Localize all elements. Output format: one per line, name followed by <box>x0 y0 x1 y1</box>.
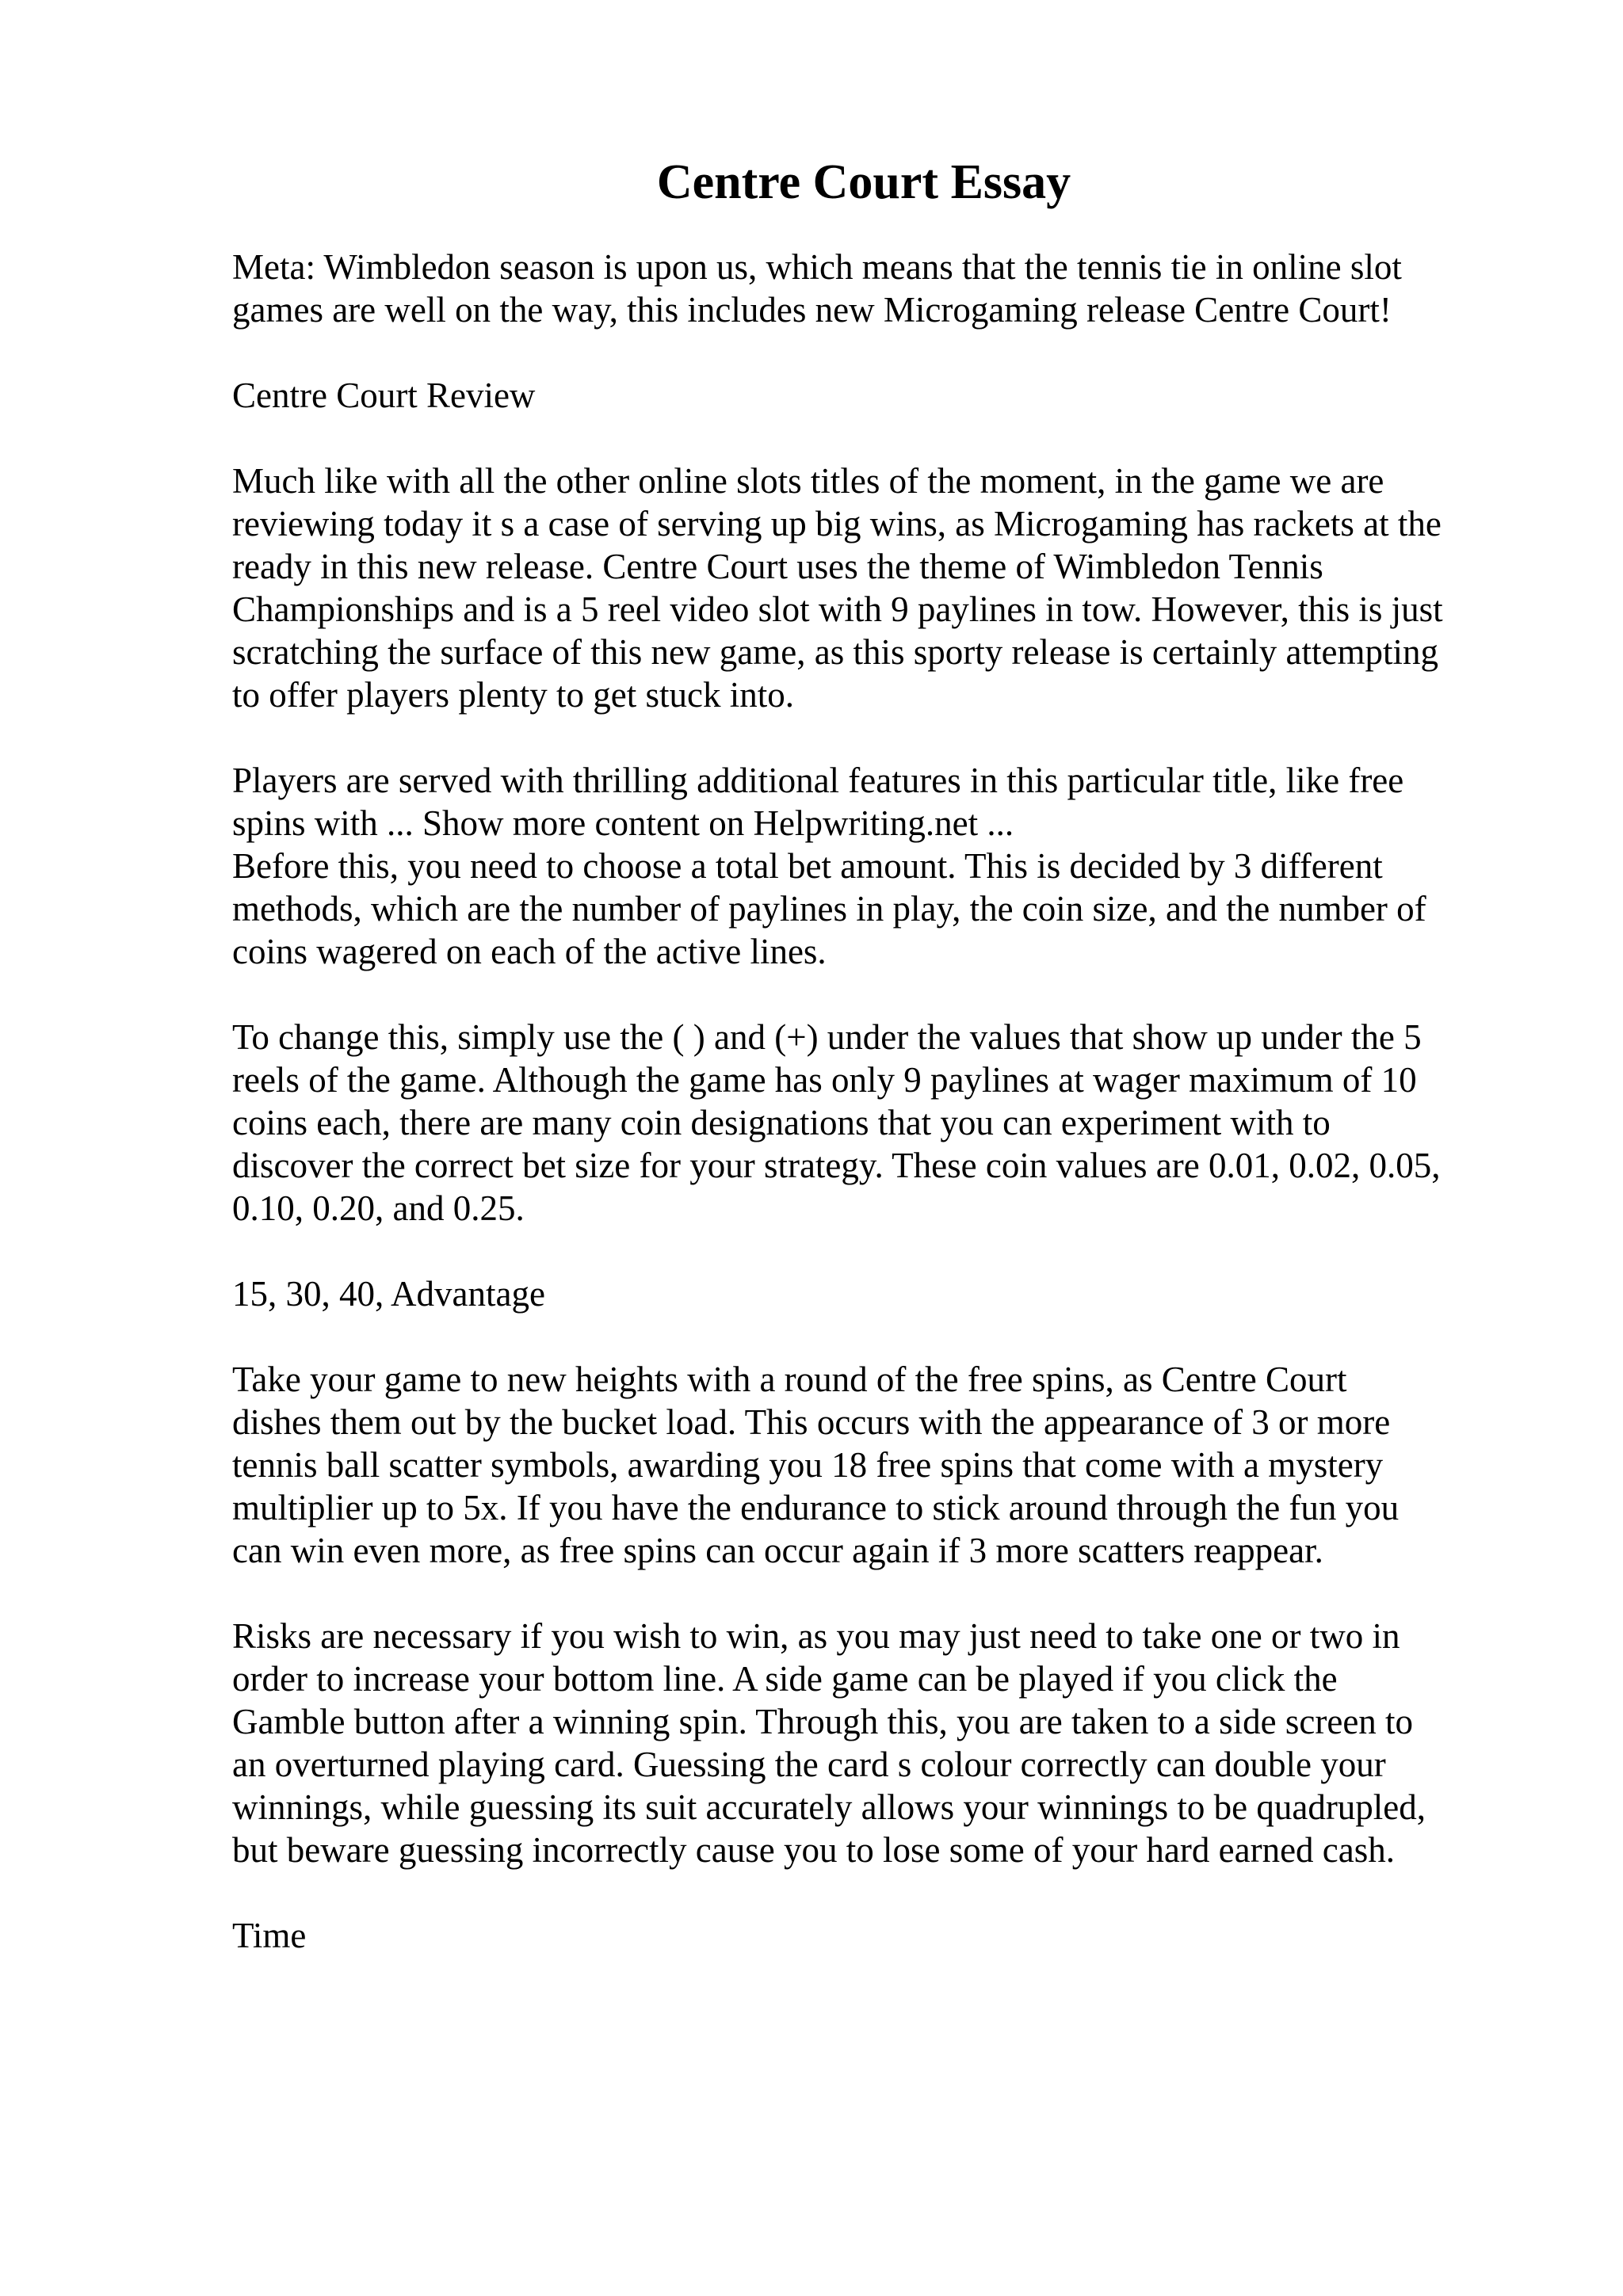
paragraph-free-spins: Take your game to new heights with a round of the free spins, as Centre Court dishes them out by the bucket load. This occurs with the appearance of 3 or more tennis ball scatter symbols, awarding you 18 free spins that come with a mystery multiplier up to 5x. If you have the endurance to stick around through the fun you can win even more, as free spins can occur again if 3 more scatters reappear. <box>232 1360 1400 1570</box>
paragraph-coin-values: To change this, simply use the ( ) and (+) under the values that show up under the 5 reels of the game. Although the game has only 9 paylines at wager maximum of 10 coins each, there are many coin designations that you can experiment with to discover the correct bet size for your strategy. These coin values are 0.01, 0.02, 0.05, 0.10, 0.20, and 0.25. <box>232 1017 1441 1228</box>
paragraph-features: Players are served with thrilling additional features in this particular title, like free spins with ... Show more content on Helpwriting.net ... <box>232 761 1404 843</box>
heading-time: Time <box>232 1916 307 1955</box>
paragraph-gamble: Risks are necessary if you wish to win, as you may just need to take one or two in order to increase your bottom line. A side game can be played if you click the Gamble button after a winning spin. Through this, you are taken to a side screen to an overturned playing card. Guessing the card s colour correctly can double your winnings, while guessing its suit accurately allows your winnings to be quadrupled, but beware guessing incorrectly cause you to lose some of your hard earned cash. <box>232 1616 1426 1870</box>
document-title: Centre Court Essay <box>656 155 1071 209</box>
paragraph-intro: Much like with all the other online slots titles of the moment, in the game we are reviewing today it s a case of serving up big wins, as Microgaming has rackets at the ready in this new release. Centre Court uses the theme of Wimbledon Tennis Championships and is a 5 reel video slot with 9 paylines in tow. However, this is just scratching the surface of this new game, as this sporty release is certainly attempting to offer players plenty to get stuck into. <box>232 461 1443 715</box>
heading-advantage: 15, 30, 40, Advantage <box>232 1274 545 1314</box>
paragraph-meta: Meta: Wimbledon season is upon us, which means that the tennis tie in online slot games are well on the way, this includes new Microgaming release Centre Court! <box>232 247 1402 330</box>
heading-review: Centre Court Review <box>232 376 536 415</box>
document-body <box>232 246 1516 2000</box>
paragraph-bet-amount: Before this, you need to choose a total bet amount. This is decided by 3 different methods, which are the number of paylines in play, the coin size, and the number of coins wagered on each of the active lines. <box>232 846 1426 971</box>
